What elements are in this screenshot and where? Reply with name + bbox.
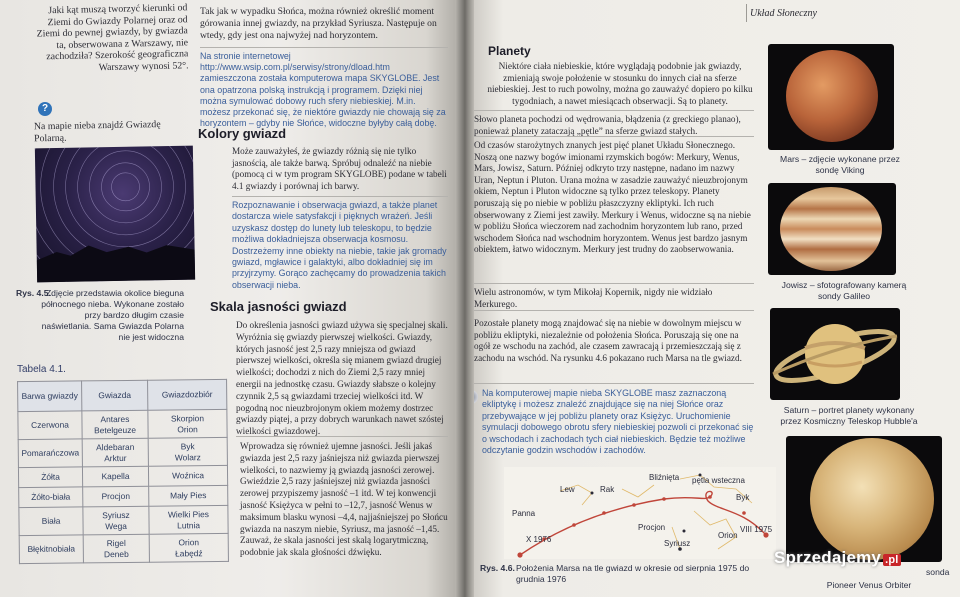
divider	[236, 436, 448, 437]
table-cell: Pomarańczowa	[18, 439, 82, 468]
table-cell: Kapella	[82, 466, 148, 487]
mars-photo	[768, 44, 894, 150]
heading-brightness-scale: Skala jasności gwiazd	[210, 299, 347, 314]
divider	[474, 110, 754, 111]
watermark	[774, 548, 901, 568]
divider	[474, 283, 754, 284]
star-color-table	[17, 379, 229, 564]
observation-note: Rozpoznawanie i obserwacja gwiazd, a także planet dostarcza wiele satysfakcji i pięknych wrażeń. Jeśli uzyskasz dostęp do lunety lub teleskopu, to będzie możliwa dokładniejsza obserwacja kosmosu. Dostrzeżemy inne obiekty na niebie, takie jak gromady gwiazd, mgławice i galaktyki, albo dokładniej się im przyjrzymy. Gorąco zachęcamy do prowadzenia takich obserwacji nieba.	[232, 200, 447, 290]
negative-brightness-paragraph: Wprowadza się również ujemne jasności. Jeśli jakaś gwiazda jest 2,5 razy jaśniejsza niż gwiazda pierwszej wielkości, to nazwiemy ją gwiazdą jasności zerowej. Gwieździe 2,5 razy jaśniejszej niż gwiazda jasności zerowej przypiszemy jasność –1 itd. W tej konwencji jasność Księżyca w pełni to –12,7, jasność Wenus w maksimum blasku wynosi –4,4, najjaśniejszej po Słońcu gwiazda na naszym niebie, Syriusz, ma jasność –1,45. Zauważ, że skala jasności jest skalą logarytmiczną, podobnie jak skala głośności dźwięku.	[240, 441, 448, 558]
table-cell: Antares Betelgeuze	[82, 410, 148, 439]
label-procjon: Procjon	[638, 523, 666, 532]
figure-4-6-label: Rys. 4.6.	[480, 563, 515, 573]
table-cell: Żółto-biała	[19, 487, 83, 508]
table-cell: Biała	[19, 507, 83, 536]
venus-caption: Pioneer Venus Orbiter	[826, 580, 912, 590]
figure-4-6-caption: Położenia Marsa na tle gwiazd w okresie od sierpnia 1975 do grudnia 1976	[516, 563, 750, 584]
brightness-paragraph: Do określenia jasności gwiazd używa się specjalnej skali. Wyróżnia się gwiazdy pierwszej wielkości. Gwiazdy, których jasność jest 2,5 razy mniejsza od gwiazd pierwszej wielkości, określa się mianem gwiazd drugiej wielkości; dochodzi z nich do Ziemi 2,5 razy mniej energii na jednostkę czasu. Gwiazdy słabsze o kolejny czynnik 2,5 są gwiazdami trzeciej wielkości itd. W pogodną noc nieuzbrojonym okiem możemy dostrzec gwiazdy piątej, a przy dobrych warunkach nawet szóstej wielkości gwiazdowej.	[236, 320, 448, 437]
watermark-suffix: .pl	[885, 554, 899, 566]
jupiter-photo	[768, 183, 896, 275]
table-row	[18, 465, 227, 487]
table-row	[19, 505, 228, 535]
table-cell: Procjon	[83, 486, 149, 507]
figure-4-5-label: Rys. 4.5.	[16, 288, 51, 298]
label-lew: Lew	[560, 485, 575, 494]
star-trails-photo	[35, 146, 195, 283]
copernicus-note: Wielu astronomów, w tym Mikołaj Kopernik, nigdy nie widziało Merkurego.	[474, 287, 713, 309]
venus-planet	[810, 438, 934, 560]
heading-planets: Planety	[488, 44, 531, 58]
question-1-text: Jaki kąt muszą tworzyć kierunki od Ziemi do Gwiazdy Polarnej oraz od Ziemi do pewnej gwiazdy, by gwiazda ta, obserwowana z Warszawy, nie zachodziła? Szerokość geograficzna Warszawy wynosi 52°.	[36, 2, 189, 74]
saturn-photo	[770, 308, 900, 400]
table-cell: Rigel Deneb	[83, 534, 149, 563]
table-header-constellation: Gwiazdozbiór	[148, 379, 227, 410]
table-cell: Żółta	[18, 467, 82, 488]
planet-etymology: Słowo planeta pochodzi od wędrowania, błądzenia (z greckiego planao), ponieważ planety zataczają „pętle” na sferze gwiazd stałych.	[474, 114, 741, 136]
planets-intro: Niektóre ciała niebieskie, które wyglądają podobnie jak gwiazdy, zmieniają swoje położenie w stosunku do innych ciał na sferze niebieskiej. Jest to ruch powolny, można go zauważyć dopiero po kilku tygodniach, a nawet miesiącach obserwacji. Są to planety.	[487, 62, 753, 107]
label-byk: Byk	[736, 493, 750, 502]
table-cell: Błękitnobiała	[19, 535, 83, 564]
skyglobe-note-1: Na stronie internetowej http://www.wsip.com.pl/serwisy/strony/dload.htm zamieszczona została komputerowa mapa SKYGLOBE. Jest ona opatrzona polską instrukcją i programem. Dzięki niej można symulować dobowy ruch sfery niebieskiej. M.in. możesz przekonać się, że niektóre gwiazdy nie chowają się za horyzontem – gdyby nie Słońce, widoczne byłyby całą dobę.	[200, 51, 446, 129]
table-row	[19, 533, 228, 563]
mars-retrograde-diagram	[504, 467, 776, 559]
label-blizniata: Bliźnięta	[649, 473, 680, 482]
jupiter-planet	[780, 187, 882, 271]
table-cell: Aldebaran Arktur	[82, 438, 148, 467]
saturn-graphic	[770, 308, 900, 400]
table-cell: Woźnica	[148, 465, 227, 486]
table-row	[19, 485, 228, 507]
disc-icon	[474, 390, 478, 404]
known-planets-paragraph: Od czasów starożytnych znanych jest pięć planet Układu Słonecznego. Noszą one nazwy bogów imionami rzymskich bogów: Merkury, Wenus, Mars, Jowisz, Saturn. Później odkryto trzy następne, nadano im nazwy Uran, Neptun i Pluton. Urana można w zasadzie zauważyć nieuzbrojonym okiem, Neptun i Pluton widoczne są tylko przez teleskopy. Planety poruszają się po niebie w pobliżu płaszczyzny ekliptyki. Ich ruch obserwowany z Ziemi jest zawiły. Merkury i Wenus, widoczne są na niebie w pobliżu Słońca wieczorem nad zachodnim horyzontem lub rano, przed wschodem Słońca nad wschodnim horyzontem. Wenus jest bardzo jasnym obiektem, łatwo widocznym. Merkury jest trudny do zaobserwowania.	[474, 140, 751, 255]
heading-star-colors: Kolory gwiazd	[198, 126, 287, 141]
table-cell: Mały Pies	[149, 485, 228, 506]
mars-caption: Mars – zdjęcie wykonane przez sondę Viking	[780, 154, 900, 175]
label-viii1975: VIII 1975	[740, 525, 773, 534]
right-page	[474, 0, 960, 597]
star-trails-graphic	[35, 146, 195, 283]
label-petla: pętla wsteczna	[692, 476, 745, 485]
label-syriusz: Syriusz	[664, 539, 691, 548]
header-rule	[746, 4, 747, 22]
table-cell: Syriusz Wega	[83, 506, 149, 535]
table-row	[18, 409, 227, 439]
table-header-color: Barwa gwiazdy	[18, 381, 82, 412]
jupiter-caption: Jowisz – sfotografowany kamerą sondy Galileo	[781, 280, 907, 301]
question-2-text: Na mapie nieba znajdź Gwiazdę Polarną.	[33, 119, 161, 144]
watermark-text: Sprzedajemy	[774, 548, 882, 567]
column-2-intro: Tak jak w wypadku Słońca, można również określić moment górowania innej gwiazdy, na przykład Syriusza. Następuje on wtedy, gdy jest ona najwyżej nad horyzontem.	[200, 6, 437, 41]
divider	[474, 310, 754, 311]
label-orion: Orion	[718, 531, 738, 540]
label-rak: Rak	[600, 485, 615, 494]
table-cell: Wielki Pies Lutnia	[149, 505, 228, 534]
divider	[200, 47, 448, 48]
star-colors-paragraph: Może zauważyłeś, że gwiazdy różnią się nie tylko jasnością, ale także barwą. Spróbuj odnaleźć na niebie (pomocą ci w tym program SKYGLOBE) podane w tabeli 4.1 gwiazdy i porównaj ich barwy.	[232, 146, 447, 191]
table-cell: Skorpion Orion	[148, 409, 227, 438]
table-cell: Orion Łabędź	[149, 533, 228, 562]
question-icon: ?	[38, 102, 52, 116]
mars-planet	[786, 50, 878, 142]
skyglobe-note-2: Na komputerowej mapie nieba SKYGLOBE masz zaznaczoną ekliptykę i możesz znaleźć znajdujące się na niej Słońce oraz przebywające w jej pobliżu planety oraz Księżyc. Uruchomienie symulacji dobowego obrotu sfery niebieskiej pozwoli ci przekonać się o wschodach i zachodach tych ciał niebieskich. Będzie też możliwe odczytanie godzin wschodów i zachodów.	[482, 388, 754, 456]
venus-caption-fragment: sonda	[926, 567, 950, 577]
other-planets-paragraph: Pozostałe planety mogą znajdować się na niebie w dowolnym miejscu w pobliżu ekliptyki, niezależnie od położenia Słońca. Poruszają się one na ogół ze wschodu na zachód, ale czasem zawracają i przemieszczają się z zachodu na wschód. Na rysunku 4.6 pokazano ruch Marsa na tle gwiazd.	[474, 318, 742, 363]
running-header: Układ Słoneczny	[750, 8, 817, 19]
table-row	[18, 437, 227, 467]
figure-4-5-caption: Zdjęcie przedstawia okolice bieguna północnego nieba. Wykonane zostało przy bardzo długim czasie naświetlania. Sama Gwiazda Polarna nie jest widoczna	[41, 288, 184, 342]
divider	[474, 136, 754, 137]
table-cell: Czerwona	[18, 411, 82, 440]
table-header-star: Gwiazda	[82, 380, 148, 411]
saturn-caption: Saturn – portret planety wykonany przez Kosmiczny Teleskop Hubble'a	[780, 405, 918, 426]
divider	[232, 196, 448, 197]
label-panna: Panna	[512, 509, 536, 518]
label-x1976: X 1976	[526, 535, 552, 544]
venus-photo	[786, 436, 942, 562]
table-cell: Byk Wolarz	[148, 437, 227, 466]
table-title: Tabela 4.1.	[17, 364, 66, 375]
divider	[474, 383, 754, 384]
left-page	[0, 0, 463, 597]
